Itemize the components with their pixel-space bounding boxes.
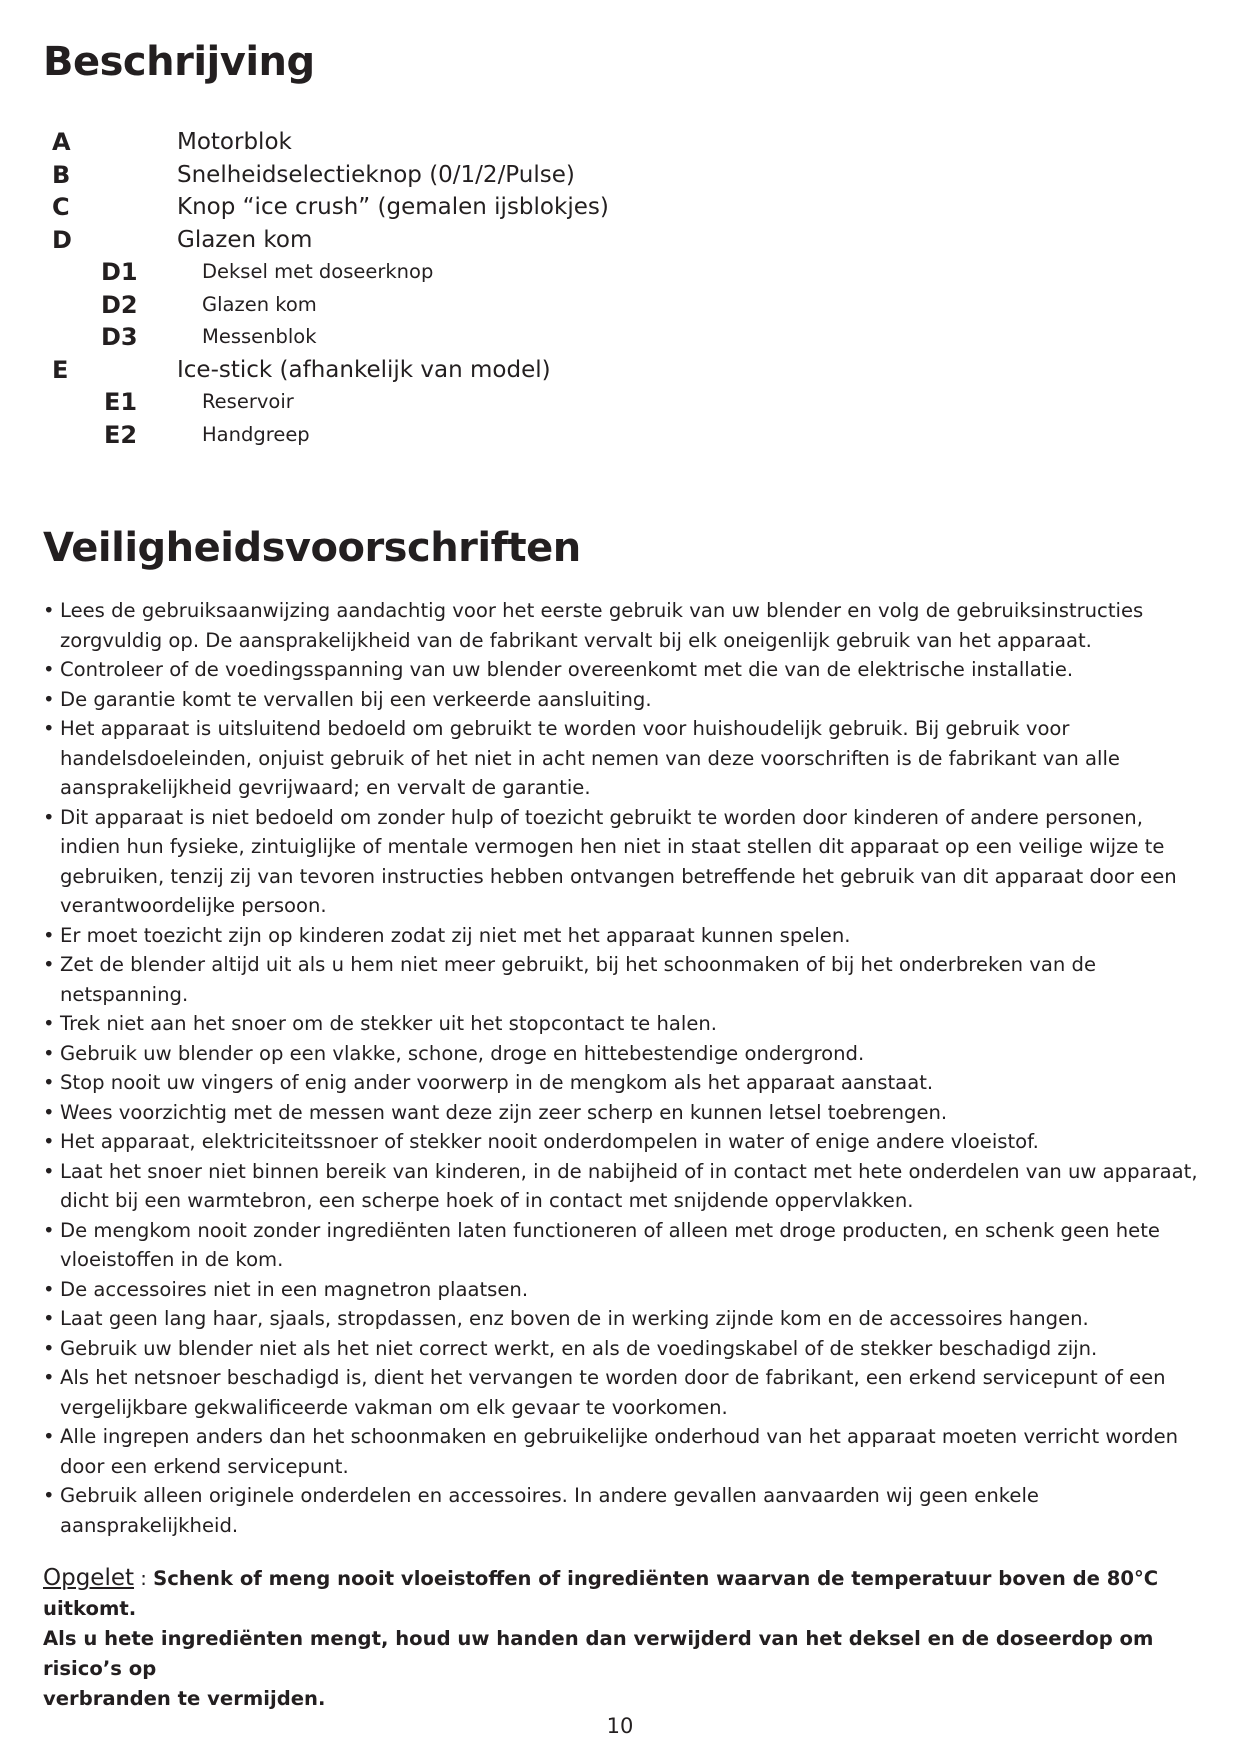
part-row bbox=[0, 126, 1240, 159]
safety-rule-line: gebruiken, tenzij zij van tevoren instructies hebben ontvangen betreffende het gebruik van dit apparaat door een bbox=[60, 864, 1177, 888]
safety-rule-line: Stop nooit uw vingers of enig ander voorwerp in de mengkom als het apparaat aanstaat. bbox=[60, 1071, 934, 1094]
caution-label: Opgelet bbox=[43, 1565, 135, 1591]
caution-line: Als u hete ingrediënten mengt, houd uw handen dan verwijderd van het deksel en de doseerdop om risico’s op bbox=[43, 1627, 1154, 1680]
safety-rule-line: indien hun fysieke, zintuiglijke of mentale vermogen hen niet in staat stellen dit apparaat op een veilige wijze te bbox=[60, 835, 1165, 858]
safety-rule-line: Zet de blender altijd uit als u hem niet meer gebruikt, bij het schoonmaken of bij het onderbreken van de bbox=[60, 953, 1097, 976]
safety-rule-line: Als het netsnoer beschadigd is, dient het vervangen te worden door de fabrikant, een erkend servicepunt of een bbox=[60, 1366, 1166, 1389]
part-label: Messenblok bbox=[202, 325, 317, 348]
safety-rule bbox=[43, 1334, 1203, 1364]
safety-rule-line: Lees de gebruiksaanwijzing aandachtig voor het eerste gebruik van uw blender en volg de gebruiksinstructies bbox=[60, 599, 1144, 622]
safety-rule-line: Wees voorzichtig met de messen want deze zijn zeer scherp en kunnen letsel toebrengen. bbox=[60, 1100, 948, 1124]
safety-title: Veiligheidsvoorschriften bbox=[43, 525, 581, 571]
part-code: E1 bbox=[104, 388, 138, 416]
safety-rule-line: Laat het snoer niet binnen bereik van kinderen, in de nabijheid of in contact met hete onderdelen van uw apparaat, bbox=[60, 1159, 1198, 1183]
safety-rule-line: aansprakelijkheid. bbox=[60, 1513, 239, 1537]
safety-rule bbox=[43, 1216, 1203, 1275]
safety-rule-line: Trek niet aan het snoer om de stekker uit het stopcontact te halen. bbox=[60, 1012, 718, 1035]
part-code: D2 bbox=[101, 290, 138, 319]
part-code: E bbox=[52, 355, 69, 384]
part-label: Ice-stick (afhankelijk van model) bbox=[177, 356, 551, 383]
safety-rule-line: Gebruik uw blender op een vlakke, schone, droge en hittebestendige ondergrond. bbox=[60, 1041, 865, 1065]
parts-list bbox=[0, 126, 1240, 451]
part-code: D3 bbox=[101, 323, 138, 351]
safety-rule bbox=[43, 1275, 1203, 1305]
caution-line: verbranden te vermijden. bbox=[43, 1687, 326, 1710]
safety-rule bbox=[43, 1157, 1203, 1216]
part-row bbox=[0, 224, 1240, 257]
part-label: Handgreep bbox=[202, 422, 310, 446]
safety-rule-line: Controleer of de voedingsspanning van uw blender overeenkomt met die van de elektrische installatie. bbox=[60, 658, 1074, 681]
safety-rule bbox=[43, 596, 1203, 655]
part-label: Motorblok bbox=[177, 129, 292, 155]
part-row bbox=[0, 191, 1240, 224]
safety-rule-line: Dit apparaat is niet bedoeld om zonder hulp of toezicht gebruikt te worden door kinderen of andere personen, bbox=[60, 805, 1143, 829]
part-code: C bbox=[52, 193, 70, 221]
safety-rule-line: verantwoordelijke persoon. bbox=[60, 894, 327, 917]
part-label: Glazen kom bbox=[202, 292, 317, 316]
safety-rule bbox=[43, 1127, 1203, 1157]
safety-rule-line: vergelijkbare gekwalificeerde vakman om elk gevaar te voorkomen. bbox=[60, 1395, 728, 1419]
part-row bbox=[0, 256, 1240, 289]
safety-rule-line: dicht bij een warmtebron, een scherpe hoek of in contact met snijdende oppervlakken. bbox=[60, 1189, 914, 1212]
safety-rule-line: zorgvuldig op. De aansprakelijkheid van de fabrikant vervalt bij elk oneigenlijk gebruik van het apparaat. bbox=[60, 628, 1092, 652]
safety-rule-line: De accessoires niet in een magnetron plaatsen. bbox=[60, 1277, 529, 1301]
safety-rule bbox=[43, 1068, 1203, 1098]
safety-rule bbox=[43, 1481, 1203, 1540]
page-number: 10 bbox=[606, 1714, 634, 1738]
part-row bbox=[0, 321, 1240, 354]
part-code: D1 bbox=[101, 258, 138, 286]
caution-separator: : bbox=[134, 1567, 154, 1590]
safety-rule bbox=[43, 950, 1203, 1009]
part-label: Glazen kom bbox=[177, 226, 313, 253]
safety-rule-line: door een erkend servicepunt. bbox=[60, 1454, 349, 1478]
safety-rule-line: Laat geen lang haar, sjaals, stropdassen, enz boven de in werking zijnde kom en de accessoires hangen. bbox=[60, 1307, 1089, 1330]
safety-rule-line: Het apparaat, elektriciteitssnoer of stekker nooit onderdompelen in water of enige andere vloeistof. bbox=[60, 1130, 1039, 1153]
part-row bbox=[0, 419, 1240, 452]
part-row bbox=[0, 386, 1240, 419]
safety-rule bbox=[43, 714, 1203, 803]
part-code: E2 bbox=[104, 420, 138, 449]
part-label: Knop “ice crush” (gemalen ijsblokjes) bbox=[177, 194, 609, 220]
caution-notice bbox=[43, 1563, 1208, 1714]
safety-rule-line: netspanning. bbox=[60, 982, 189, 1006]
safety-rule-line: Er moet toezicht zijn op kinderen zodat zij niet met het apparaat kunnen spelen. bbox=[60, 923, 851, 947]
part-row bbox=[0, 354, 1240, 387]
part-label: Snelheidselectieknop (0/1/2/Pulse) bbox=[177, 161, 575, 188]
safety-rule-line: Gebruik uw blender niet als het niet correct werkt, en als de voedingskabel of de stekker beschadigd zijn. bbox=[60, 1336, 1098, 1360]
safety-rule-line: De garantie komt te vervallen bij een verkeerde aansluiting. bbox=[60, 687, 652, 711]
part-label: Reservoir bbox=[202, 390, 294, 413]
safety-rule bbox=[43, 1009, 1203, 1039]
part-code: A bbox=[52, 128, 71, 156]
safety-rule bbox=[43, 1422, 1203, 1481]
part-label: Deksel met doseerknop bbox=[202, 260, 434, 283]
safety-rules-list bbox=[43, 596, 1203, 1540]
description-title: Beschrijving bbox=[43, 39, 315, 85]
safety-rule-line: vloeistoffen in de kom. bbox=[60, 1248, 284, 1271]
caution-line: Schenk of meng nooit vloeistoffen of ingrediënten waarvan de temperatuur boven de 80°C uitkomt. bbox=[43, 1567, 1159, 1620]
safety-rule bbox=[43, 1304, 1203, 1334]
part-row bbox=[0, 289, 1240, 322]
safety-rule bbox=[43, 921, 1203, 951]
safety-rule-line: handelsdoeleinden, onjuist gebruik of het niet in acht nemen van deze voorschriften is de fabrikant van alle bbox=[60, 746, 1120, 770]
safety-rule-line: Gebruik alleen originele onderdelen en accessoires. In andere gevallen aanvaarden wij geen enkele bbox=[60, 1484, 1039, 1507]
safety-rule-line: Het apparaat is uitsluitend bedoeld om gebruikt te worden voor huishoudelijk gebruik. Bij gebruik voor bbox=[60, 717, 1070, 740]
safety-rule bbox=[43, 1098, 1203, 1128]
part-code: D bbox=[52, 225, 72, 254]
safety-rule-line: aansprakelijkheid gevrijwaard; en vervalt de garantie. bbox=[60, 776, 591, 799]
part-row bbox=[0, 159, 1240, 192]
safety-rule bbox=[43, 655, 1203, 685]
safety-rule-line: De mengkom nooit zonder ingrediënten laten functioneren of alleen met droge producten, en schenk geen hete bbox=[60, 1218, 1160, 1242]
safety-rule-line: Alle ingrepen anders dan het schoonmaken en gebruikelijke onderhoud van het apparaat moeten verricht worden bbox=[60, 1425, 1179, 1448]
safety-rule bbox=[43, 685, 1203, 715]
part-code: B bbox=[52, 160, 71, 189]
safety-rule bbox=[43, 1363, 1203, 1422]
safety-rule bbox=[43, 803, 1203, 921]
safety-rule bbox=[43, 1039, 1203, 1069]
